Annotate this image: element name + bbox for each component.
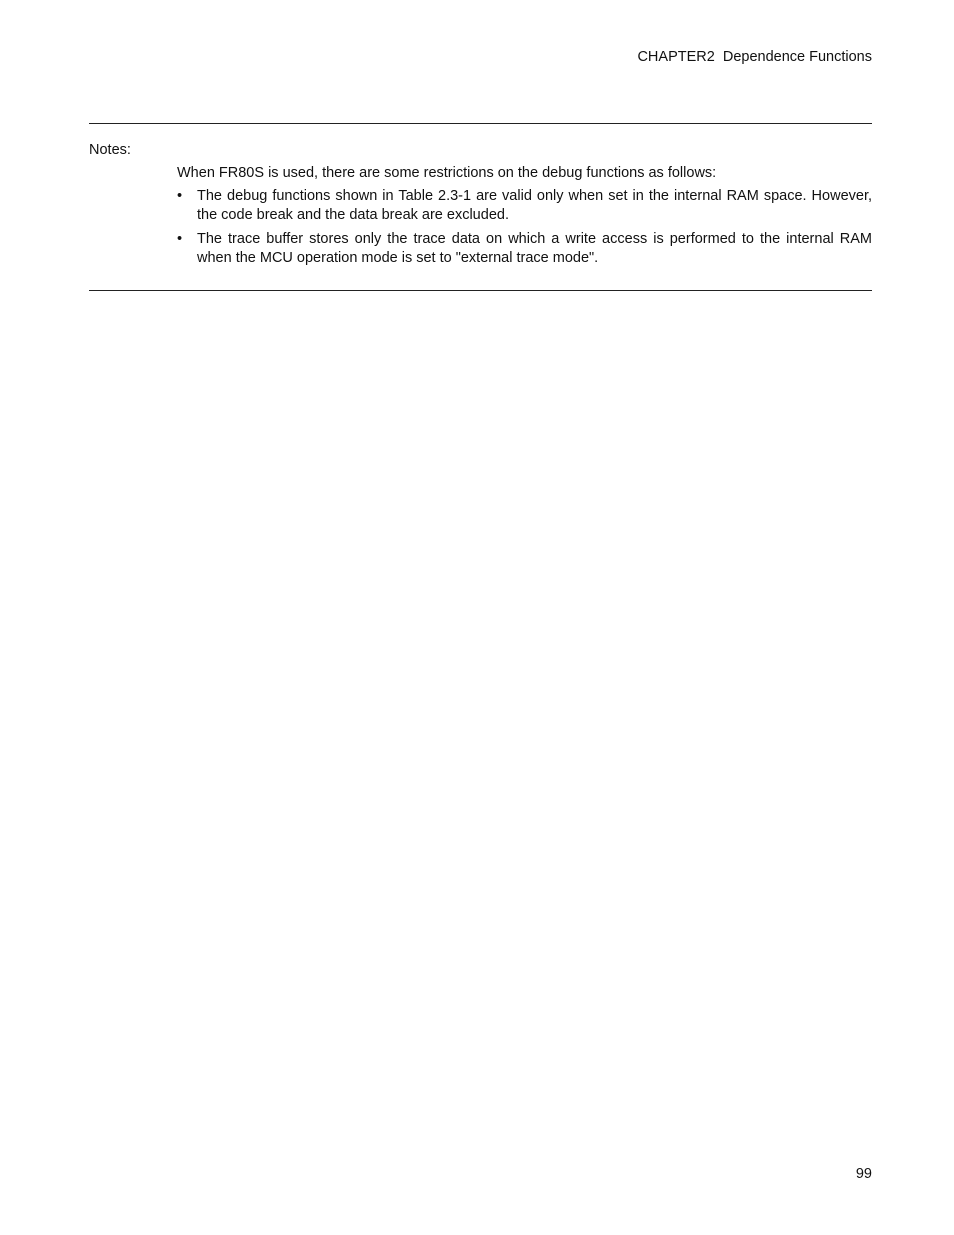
notes-top-rule xyxy=(89,123,872,124)
bullet-icon: • xyxy=(177,188,183,204)
page-number: 99 xyxy=(855,1166,872,1182)
notes-bullet-list xyxy=(177,187,872,268)
notes-label: Notes: xyxy=(89,142,131,158)
notes-body xyxy=(177,164,872,273)
list-item-text: The trace buffer stores only the trace data on which a write access is performed to the internal RAM when the MCU operation mode is set to "external trace mode". xyxy=(197,231,872,266)
list-item xyxy=(177,230,872,268)
list-item-text: The debug functions shown in Table 2.3-1 are valid only when set in the internal RAM space. However, the code break and the data break are excluded. xyxy=(197,188,872,223)
notes-intro: When FR80S is used, there are some restrictions on the debug functions as follows: xyxy=(177,165,717,181)
notes-bottom-rule xyxy=(89,290,872,291)
running-header: CHAPTER2 Dependence Functions xyxy=(637,49,872,65)
list-item xyxy=(177,187,872,225)
bullet-icon: • xyxy=(177,231,183,247)
